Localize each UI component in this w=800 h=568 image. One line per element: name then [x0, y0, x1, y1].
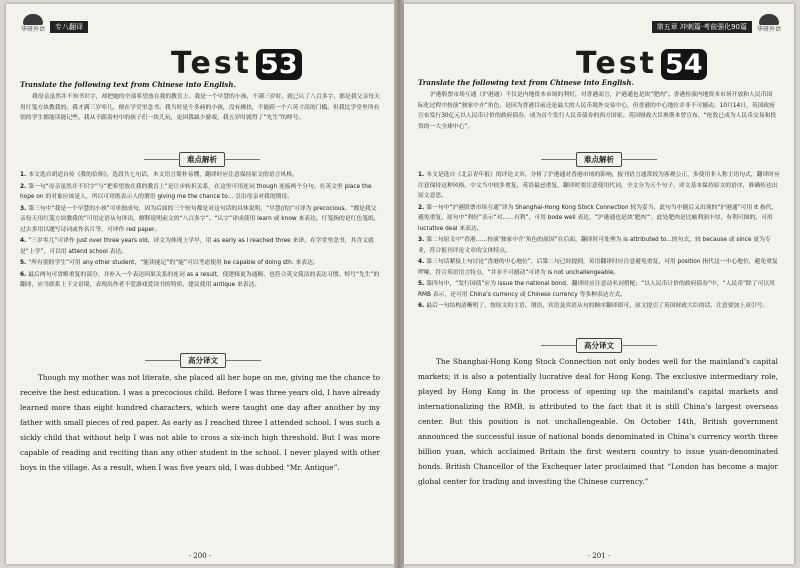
- note-number: 5.: [20, 260, 27, 266]
- note-number: 1.: [20, 172, 27, 178]
- note-text: “所有别的学生”可用 any other student，“能读能记”的“能”可以考虑使用 be capable of doing sth. 来表达。: [28, 260, 319, 266]
- notes-list: [20, 170, 382, 292]
- book-gutter: [394, 0, 404, 568]
- note-text: 第一句“母亲虽然并不识字”与“把希望放在我的教育上”是让步转折关系，在这里可用连词 though 连接两个分句。在英文里 place the hope on 的对象应该是人，所以可用既表示人的谓语 giving me the chance to... 引出母亲对我的期待。: [20, 183, 372, 200]
- test-title: [576, 46, 707, 81]
- note-item: [20, 204, 382, 236]
- test-number: 54: [661, 49, 707, 80]
- note-text: 第三句话紧接上句讨论“香港的中心地位”，后第二句已经提到，英语翻译时应注意避免重复，可用 position 指代这一中心地位，避免重复啰嗦，符合英语语言特点，“并非不可撼动”可译为 is not unchallengeable。: [418, 259, 778, 276]
- publisher-logo: [754, 14, 784, 38]
- source-paragraph: 我母亲虽然并不知书识字，却把她的全部希望放在我的教育上。我是一个早慧的小孩，不满三岁时，就已认了八百多字，都是我父亲每天用红笺方块教我的。我才满三岁零几，便在学堂里念书。我当时是个多病的小孩，没有拂扶，不能跨一个六英寸高的门槛。但我比学堂里所有别的学生都能读能记些。我从不跟着村中的孩子们一块儿玩，更因我缺少游戏，我五岁时就得了“先生”的绰号。: [20, 94, 380, 121]
- page-number: · 201 ·: [587, 552, 611, 560]
- test-word: Test: [576, 46, 658, 81]
- logo-mark-icon: [759, 14, 779, 25]
- instruction: Translate the following text from Chinese into English.: [20, 80, 236, 89]
- left-page: [6, 4, 394, 564]
- note-number: 4.: [418, 259, 425, 265]
- test-word: Test: [171, 46, 253, 81]
- note-number: 1.: [418, 172, 425, 178]
- note-text: 第三句中“我是一个早慧的小孩”可单独成句，因为后面的三个短句都是对这句话的具体说明，“早慧(的)”可译为 precocious。“都是我父亲每天用红笺方块教我的”可用定语从句译出，解释说明前文的“八百多字”。“认字”译成使用 learn 或 know 来表达。红笺指的是红色笺纸，过去多用以题写诗词或作名片等，可译作 red paper。: [20, 205, 380, 233]
- right-page: [404, 4, 794, 564]
- note-text: 本文选自胡适自传《我的信仰》，选段共七句话，本文语言简朴易懂，翻译时应注意保持原文的语言风格。: [28, 172, 298, 178]
- note-item: [20, 182, 382, 203]
- translation-text: [418, 354, 778, 489]
- note-text: 第二句原文中“香港……扮演‘独家中介’角色的原因”在后面，翻译时可处理为 is attributed to...的句式，较 because 或 since 更为专业，符合报刊评论文章的文体特点。: [418, 237, 771, 254]
- translation-text: [20, 370, 380, 475]
- note-number: 6.: [418, 303, 425, 309]
- note-item: [418, 301, 780, 312]
- note-text: 最后一句结构清晰明了，按原文的主语、谓语、宾语及宾语从句的顺序翻译即可，原文提引了英国财政大臣的话，注意要加上双引号。: [426, 303, 769, 309]
- test-title: [171, 46, 302, 81]
- note-text: 本文是选自《北京青年报》的评论文章，分析了沪港通对香港市场的影响，报刊语言通常较为客观公正，多使用非人称主语句式，翻译时应注意保持这种风格。中文当中较多重复，英语最忌重复，翻译时要注意使用代词，全文分为五个句子，译文基本保持原文的语序，准确传达出原文意思。: [418, 172, 780, 199]
- note-number: 3.: [20, 205, 27, 212]
- series-tag: 专八翻译: [50, 21, 88, 33]
- note-text: 最后两句可省略重复的部分，并补入一个表达因果关系的连词 as a result，使逻辑更为通顺，也符合英文简洁的表达习惯。绰号“先生”的翻译，应当联系上下文语境，表现出作者不爱游戏爱读书的特质，建议使用 antique 来表达。: [20, 271, 380, 288]
- publisher-logo: [18, 14, 48, 38]
- test-number: 53: [256, 49, 302, 80]
- note-text: 第一句中“沪港股票市场互通”译为 Shanghai-Hong Kong Stock Connection 较为妥当，此句当中随后又出现的“沪港通”可用 it 指代，避免重复，原句中“利好”表示“对……有利”，可用 bode well 表达，“沪港通也是块‘肥肉’”，此处肥肉是比喻利润丰厚，有利可图的，可用 lucrative deal 来表达。: [418, 204, 778, 232]
- note-item: [20, 270, 382, 291]
- logo-text: 华研外语: [20, 26, 45, 33]
- note-item: [418, 170, 780, 202]
- series-tag: 第五章 冲刺篇·考前强化90篇: [652, 21, 752, 33]
- translation-label: 高分译文: [576, 338, 622, 353]
- source-text: [418, 90, 778, 132]
- note-text: “三岁零几”可译作 just over three years old，译文为体现上学早，用 as early as I reached three 来译，在学堂里念书，其含义就是“上学”，可以用 attend school 表达。: [20, 238, 374, 255]
- note-item: [418, 279, 780, 300]
- instruction: Translate the following text from Chinese into English.: [418, 78, 634, 87]
- note-item: [20, 236, 382, 257]
- notes-label: 难点解析: [179, 152, 225, 167]
- note-number: 2.: [20, 183, 27, 190]
- translation-label: 高分译文: [180, 353, 226, 368]
- source-text: [20, 92, 380, 124]
- note-item: [20, 170, 382, 181]
- source-paragraph: 沪港股票市场互通（沪港通）不仅是内地资本市场的利好，对香港而言，沪港通也是块“肥肉”。香港扮演内地资本市场开放和人民币国际化过程中扮演“独家中介”角色，是因为香港目前还是最大的人民币境外交易中心，但香港的中心地位并非不可撼动。10月14日，英国政府宣布发行30亿元以人民币计价的政府债券，成为首个发行人民币债券的西方国家。英国财政大臣奥斯本曾宣布，“伦敦已成为人民币交易和投资的一大全球中心”。: [418, 92, 777, 130]
- note-number: 2.: [418, 204, 425, 211]
- note-number: 5.: [418, 281, 425, 287]
- note-item: [418, 235, 780, 256]
- note-number: 4.: [20, 238, 27, 244]
- note-item: [20, 258, 382, 269]
- note-text: 第四句中，“发行国债”应为 issue the national bond，翻译时应注意动名词搭配；“以人民币计价的政府债券”中，“人民币”除了可以用 RMB 表示，还可用 China’s currency 或 Chinese currency 等多种表达方式。: [418, 281, 775, 298]
- translation-paragraph: The Shanghai-Hong Kong Stock Connection not only bodes well for the mainland’s capital markets; it is also a potentially lucrative deal for Hong Kong. The exclusive intermediary role, played by Hong Kong in the process of opening up the mainland’s capital markets and internationalizing the RMB, is attributed to the fact that it is still China’s largest overseas center. But this position is not unchallengeable. On October 14th, British government announced the successful issue of national bonds denominated in China’s currency worth three billion yuan, which acclaimed Britain the first western country to issue yuan-denominated bonds. British Chancellor of the Exchequer later proclaimed that “London has become a major global center for trading and investing the Chinese currency.”: [418, 357, 778, 486]
- translation-paragraph: Though my mother was not literate, she placed all her hope on me, giving me the chance to receive the best education. I was a precocious child. Before I was three years old, I have already learned more than eight hundred characters, which were taught one day after another by my father with small pieces of red paper. As early as I reached three I attended school. I was such a sickly child that without help I was not able to cross a six-inch high threshold. But I was more capable of reading and reciting than any other student in the school. I never played with other boys in the village. As a result, when I was five years old, I was dubbed “Mr. Antique”.: [20, 373, 380, 472]
- note-item: [418, 203, 780, 235]
- notes-label: 难点解析: [576, 152, 622, 167]
- note-number: 6.: [20, 271, 27, 278]
- notes-list: [418, 170, 780, 313]
- logo-text: 华研外语: [756, 26, 781, 33]
- note-item: [418, 257, 780, 278]
- note-number: 3.: [418, 237, 425, 243]
- logo-mark-icon: [23, 14, 43, 25]
- page-number: · 200 ·: [188, 552, 212, 560]
